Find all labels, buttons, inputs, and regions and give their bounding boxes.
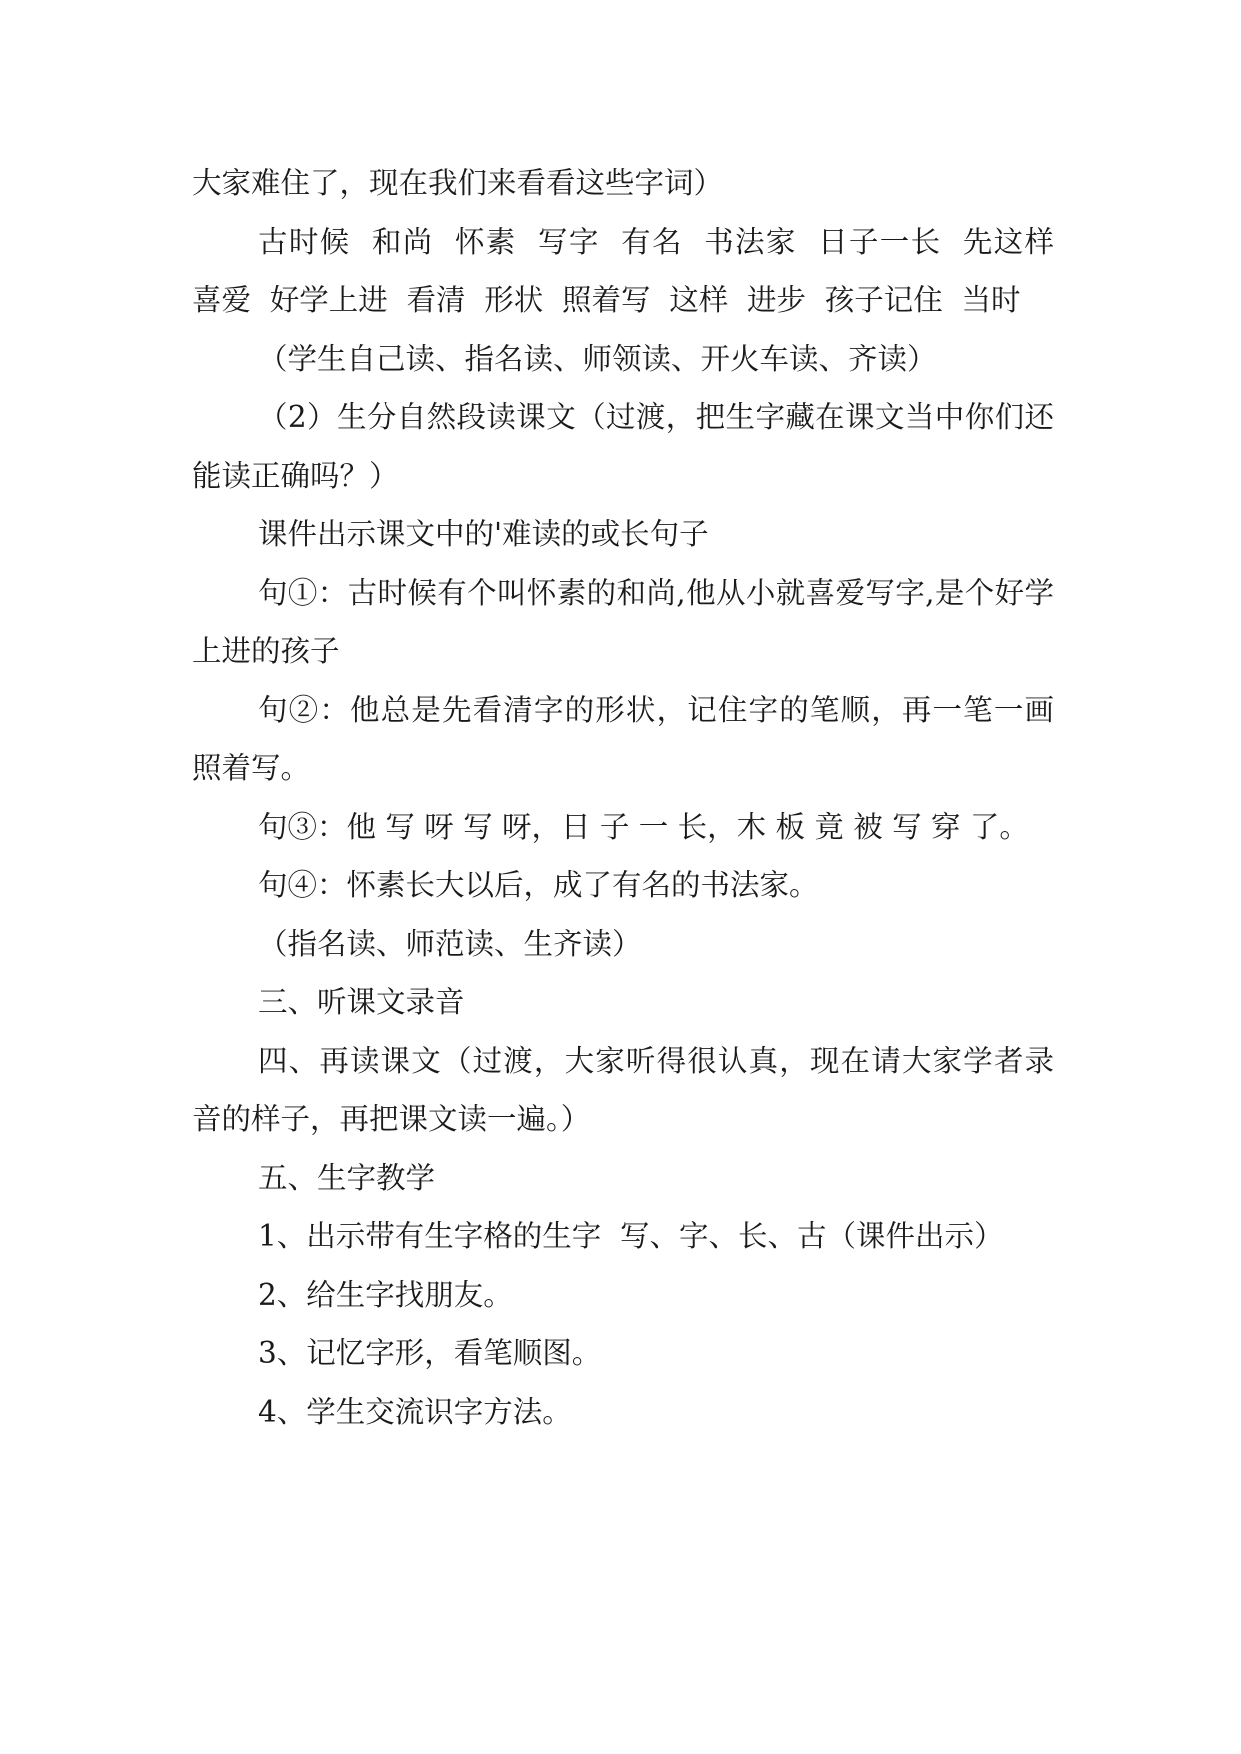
paragraph-reading-note: （指名读、师范读、生齐读） [258, 926, 642, 961]
paragraph-step-2: （2）生分自然段读课文（过渡，把生字藏在课文当中你们还能读正确吗？） [192, 400, 1054, 493]
section-heading-3: 三、听课文录音 [258, 985, 465, 1019]
paragraph-sentence-1: 句①：古时候有个叫怀素的和尚,他从小就喜爱写字,是个好学上进的孩子 [192, 575, 1054, 668]
list-item-2: 2、给生字找朋友。 [258, 1277, 513, 1312]
paragraph-continuation: 大家难住了，现在我们来看看这些字词） [192, 166, 724, 200]
section-heading-5: 五、生字教学 [258, 1160, 436, 1195]
paragraph-sentence-4: 句④：怀素长大以后，成了有名的书法家。 [258, 868, 819, 902]
paragraph-sentence-3: 句③：他 写 呀 写 呀，日 子 一 长，木 板 竟 被 写 穿 了。 [258, 809, 1029, 844]
section-heading-4: 四、再读课文（过渡，大家听得很认真，现在请大家学者录音的样子，再把课文读一遍。） [192, 1043, 1054, 1136]
list-item-4: 4、学生交流识字方法。 [258, 1394, 572, 1429]
paragraph-courseware-intro: 课件出示课文中的'难读的或长句子 [258, 517, 709, 551]
paragraph-vocabulary-list: 古时候 和尚 怀素 写字 有名 书法家 日子一长 先这样 喜爱 好学上进 看清 形状 照着写 这样 进步 孩子记住 当时 [192, 224, 1073, 317]
list-item-3: 3、记忆字形，看笔顺图。 [258, 1336, 602, 1370]
list-item-1: 1、出示带有生字格的生字 写、字、长、古（课件出示） [258, 1219, 1004, 1253]
paragraph-sentence-2: 句②：他总是先看清字的形状，记住字的笔顺，再一笔一画照着写。 [192, 692, 1054, 785]
paragraph-reading-modes: （学生自己读、指名读、师领读、开火车读、齐读） [258, 341, 937, 376]
document-body [192, 154, 1073, 1441]
